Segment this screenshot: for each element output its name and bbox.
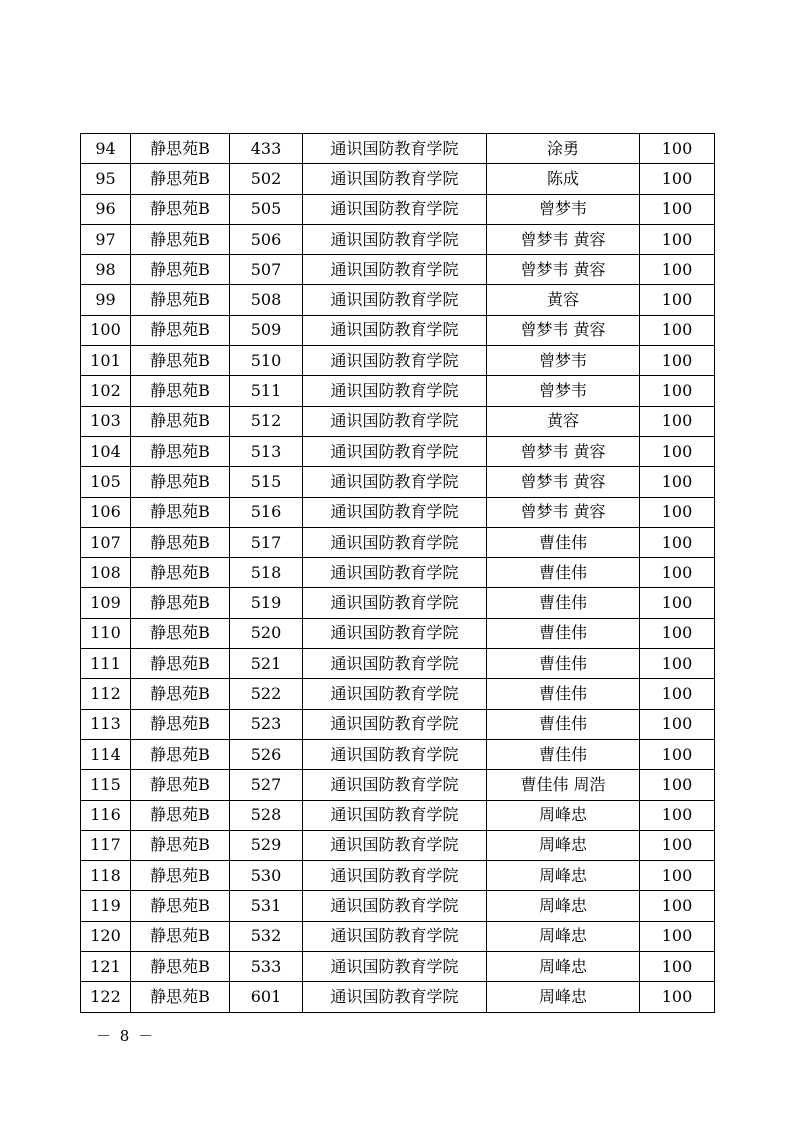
cell-person: 周峰忠 xyxy=(487,921,640,951)
table-row xyxy=(81,800,715,830)
cell-person: 曾梦韦 黄容 xyxy=(487,224,640,254)
table-row xyxy=(81,861,715,891)
cell-index: 121 xyxy=(81,952,131,982)
cell-college: 通识国防教育学院 xyxy=(303,891,487,921)
cell-college: 通识国防教育学院 xyxy=(303,739,487,769)
cell-building: 静思苑B xyxy=(131,285,230,315)
cell-index: 94 xyxy=(81,134,131,164)
cell-college: 通识国防教育学院 xyxy=(303,952,487,982)
cell-college: 通识国防教育学院 xyxy=(303,770,487,800)
cell-person: 周峰忠 xyxy=(487,861,640,891)
cell-score: 100 xyxy=(640,800,715,830)
cell-index: 109 xyxy=(81,588,131,618)
cell-score: 100 xyxy=(640,952,715,982)
cell-college: 通识国防教育学院 xyxy=(303,376,487,406)
cell-building: 静思苑B xyxy=(131,891,230,921)
cell-building: 静思苑B xyxy=(131,436,230,466)
table-row xyxy=(81,436,715,466)
cell-person: 陈成 xyxy=(487,164,640,194)
table-row xyxy=(81,134,715,164)
cell-room: 518 xyxy=(230,558,303,588)
cell-score: 100 xyxy=(640,982,715,1012)
cell-college: 通识国防教育学院 xyxy=(303,982,487,1012)
cell-college: 通识国防教育学院 xyxy=(303,618,487,648)
cell-person: 曾梦韦 黄容 xyxy=(487,467,640,497)
cell-index: 111 xyxy=(81,649,131,679)
cell-room: 519 xyxy=(230,588,303,618)
cell-building: 静思苑B xyxy=(131,982,230,1012)
cell-room: 513 xyxy=(230,436,303,466)
cell-college: 通识国防教育学院 xyxy=(303,497,487,527)
cell-room: 531 xyxy=(230,891,303,921)
cell-building: 静思苑B xyxy=(131,770,230,800)
cell-person: 曾梦韦 黄容 xyxy=(487,255,640,285)
table-row xyxy=(81,315,715,345)
cell-building: 静思苑B xyxy=(131,527,230,557)
cell-person: 曹佳伟 xyxy=(487,558,640,588)
cell-college: 通识国防教育学院 xyxy=(303,921,487,951)
cell-building: 静思苑B xyxy=(131,134,230,164)
cell-room: 517 xyxy=(230,527,303,557)
cell-score: 100 xyxy=(640,406,715,436)
cell-college: 通识国防教育学院 xyxy=(303,830,487,860)
cell-building: 静思苑B xyxy=(131,679,230,709)
cell-room: 508 xyxy=(230,285,303,315)
cell-college: 通识国防教育学院 xyxy=(303,134,487,164)
table-row xyxy=(81,588,715,618)
cell-room: 601 xyxy=(230,982,303,1012)
cell-score: 100 xyxy=(640,376,715,406)
cell-building: 静思苑B xyxy=(131,164,230,194)
table-row xyxy=(81,921,715,951)
cell-college: 通识国防教育学院 xyxy=(303,800,487,830)
cell-score: 100 xyxy=(640,679,715,709)
cell-index: 98 xyxy=(81,255,131,285)
cell-index: 114 xyxy=(81,739,131,769)
cell-index: 108 xyxy=(81,558,131,588)
cell-room: 507 xyxy=(230,255,303,285)
cell-index: 112 xyxy=(81,679,131,709)
table-row xyxy=(81,255,715,285)
cell-person: 曹佳伟 周浩 xyxy=(487,770,640,800)
table-row xyxy=(81,679,715,709)
cell-college: 通识国防教育学院 xyxy=(303,467,487,497)
cell-building: 静思苑B xyxy=(131,558,230,588)
cell-room: 506 xyxy=(230,224,303,254)
cell-score: 100 xyxy=(640,709,715,739)
cell-score: 100 xyxy=(640,194,715,224)
cell-college: 通识国防教育学院 xyxy=(303,861,487,891)
table-row xyxy=(81,770,715,800)
cell-building: 静思苑B xyxy=(131,921,230,951)
cell-building: 静思苑B xyxy=(131,800,230,830)
table-row xyxy=(81,376,715,406)
cell-room: 529 xyxy=(230,830,303,860)
cell-score: 100 xyxy=(640,164,715,194)
cell-college: 通识国防教育学院 xyxy=(303,558,487,588)
cell-index: 104 xyxy=(81,436,131,466)
table-row xyxy=(81,346,715,376)
page-number: － 8 － xyxy=(96,1027,156,1045)
cell-person: 曾梦韦 黄容 xyxy=(487,436,640,466)
cell-score: 100 xyxy=(640,770,715,800)
cell-building: 静思苑B xyxy=(131,861,230,891)
cell-score: 100 xyxy=(640,921,715,951)
cell-building: 静思苑B xyxy=(131,346,230,376)
cell-index: 103 xyxy=(81,406,131,436)
cell-college: 通识国防教育学院 xyxy=(303,527,487,557)
cell-person: 周峰忠 xyxy=(487,830,640,860)
cell-room: 509 xyxy=(230,315,303,345)
cell-room: 502 xyxy=(230,164,303,194)
cell-building: 静思苑B xyxy=(131,830,230,860)
cell-room: 521 xyxy=(230,649,303,679)
cell-index: 101 xyxy=(81,346,131,376)
cell-score: 100 xyxy=(640,649,715,679)
cell-college: 通识国防教育学院 xyxy=(303,164,487,194)
cell-index: 118 xyxy=(81,861,131,891)
cell-room: 526 xyxy=(230,739,303,769)
table-row xyxy=(81,952,715,982)
cell-person: 曹佳伟 xyxy=(487,588,640,618)
cell-room: 527 xyxy=(230,770,303,800)
cell-person: 黄容 xyxy=(487,285,640,315)
cell-person: 曹佳伟 xyxy=(487,527,640,557)
cell-score: 100 xyxy=(640,497,715,527)
cell-index: 97 xyxy=(81,224,131,254)
dormitory-score-table xyxy=(80,133,715,1013)
cell-college: 通识国防教育学院 xyxy=(303,588,487,618)
table-row xyxy=(81,497,715,527)
cell-index: 117 xyxy=(81,830,131,860)
cell-score: 100 xyxy=(640,346,715,376)
cell-person: 曾梦韦 xyxy=(487,194,640,224)
cell-score: 100 xyxy=(640,558,715,588)
cell-college: 通识国防教育学院 xyxy=(303,315,487,345)
cell-person: 曹佳伟 xyxy=(487,649,640,679)
cell-room: 532 xyxy=(230,921,303,951)
cell-score: 100 xyxy=(640,134,715,164)
cell-index: 95 xyxy=(81,164,131,194)
cell-room: 512 xyxy=(230,406,303,436)
cell-index: 113 xyxy=(81,709,131,739)
cell-room: 516 xyxy=(230,497,303,527)
table-row xyxy=(81,739,715,769)
cell-score: 100 xyxy=(640,436,715,466)
cell-room: 522 xyxy=(230,679,303,709)
cell-building: 静思苑B xyxy=(131,952,230,982)
cell-score: 100 xyxy=(640,285,715,315)
cell-college: 通识国防教育学院 xyxy=(303,224,487,254)
cell-college: 通识国防教育学院 xyxy=(303,285,487,315)
cell-building: 静思苑B xyxy=(131,315,230,345)
cell-college: 通识国防教育学院 xyxy=(303,346,487,376)
cell-index: 115 xyxy=(81,770,131,800)
cell-score: 100 xyxy=(640,315,715,345)
table-row xyxy=(81,467,715,497)
cell-person: 曾梦韦 xyxy=(487,346,640,376)
cell-building: 静思苑B xyxy=(131,224,230,254)
table-row xyxy=(81,285,715,315)
cell-score: 100 xyxy=(640,224,715,254)
cell-index: 107 xyxy=(81,527,131,557)
cell-building: 静思苑B xyxy=(131,739,230,769)
cell-building: 静思苑B xyxy=(131,194,230,224)
cell-score: 100 xyxy=(640,739,715,769)
cell-score: 100 xyxy=(640,891,715,921)
cell-college: 通识国防教育学院 xyxy=(303,709,487,739)
cell-person: 曾梦韦 xyxy=(487,376,640,406)
cell-college: 通识国防教育学院 xyxy=(303,194,487,224)
cell-score: 100 xyxy=(640,588,715,618)
cell-score: 100 xyxy=(640,255,715,285)
table-row xyxy=(81,527,715,557)
cell-building: 静思苑B xyxy=(131,255,230,285)
table-row xyxy=(81,406,715,436)
cell-score: 100 xyxy=(640,618,715,648)
cell-building: 静思苑B xyxy=(131,406,230,436)
cell-person: 涂勇 xyxy=(487,134,640,164)
table-row xyxy=(81,558,715,588)
table-row xyxy=(81,709,715,739)
cell-room: 528 xyxy=(230,800,303,830)
cell-index: 99 xyxy=(81,285,131,315)
cell-person: 曾梦韦 黄容 xyxy=(487,497,640,527)
cell-score: 100 xyxy=(640,861,715,891)
cell-person: 曹佳伟 xyxy=(487,618,640,648)
cell-room: 510 xyxy=(230,346,303,376)
table-row xyxy=(81,618,715,648)
cell-building: 静思苑B xyxy=(131,649,230,679)
cell-room: 511 xyxy=(230,376,303,406)
table-row xyxy=(81,982,715,1012)
cell-person: 曹佳伟 xyxy=(487,739,640,769)
cell-index: 120 xyxy=(81,921,131,951)
cell-person: 周峰忠 xyxy=(487,891,640,921)
cell-building: 静思苑B xyxy=(131,376,230,406)
cell-room: 505 xyxy=(230,194,303,224)
cell-index: 110 xyxy=(81,618,131,648)
cell-room: 520 xyxy=(230,618,303,648)
cell-college: 通识国防教育学院 xyxy=(303,649,487,679)
cell-building: 静思苑B xyxy=(131,618,230,648)
cell-person: 黄容 xyxy=(487,406,640,436)
cell-index: 106 xyxy=(81,497,131,527)
cell-index: 102 xyxy=(81,376,131,406)
table-row xyxy=(81,224,715,254)
cell-score: 100 xyxy=(640,830,715,860)
cell-room: 433 xyxy=(230,134,303,164)
cell-room: 533 xyxy=(230,952,303,982)
cell-person: 曹佳伟 xyxy=(487,709,640,739)
table-row xyxy=(81,194,715,224)
table-row xyxy=(81,830,715,860)
cell-person: 曹佳伟 xyxy=(487,679,640,709)
cell-index: 116 xyxy=(81,800,131,830)
table-row xyxy=(81,164,715,194)
cell-person: 周峰忠 xyxy=(487,800,640,830)
cell-room: 530 xyxy=(230,861,303,891)
cell-building: 静思苑B xyxy=(131,588,230,618)
cell-score: 100 xyxy=(640,527,715,557)
cell-person: 周峰忠 xyxy=(487,952,640,982)
cell-college: 通识国防教育学院 xyxy=(303,436,487,466)
cell-room: 523 xyxy=(230,709,303,739)
cell-index: 96 xyxy=(81,194,131,224)
cell-college: 通识国防教育学院 xyxy=(303,255,487,285)
cell-index: 100 xyxy=(81,315,131,345)
cell-room: 515 xyxy=(230,467,303,497)
cell-college: 通识国防教育学院 xyxy=(303,406,487,436)
cell-score: 100 xyxy=(640,467,715,497)
cell-index: 105 xyxy=(81,467,131,497)
cell-college: 通识国防教育学院 xyxy=(303,679,487,709)
table-body xyxy=(81,134,715,1013)
cell-index: 122 xyxy=(81,982,131,1012)
table-row xyxy=(81,649,715,679)
cell-building: 静思苑B xyxy=(131,497,230,527)
cell-person: 周峰忠 xyxy=(487,982,640,1012)
cell-building: 静思苑B xyxy=(131,709,230,739)
cell-index: 119 xyxy=(81,891,131,921)
cell-person: 曾梦韦 黄容 xyxy=(487,315,640,345)
table-row xyxy=(81,891,715,921)
cell-building: 静思苑B xyxy=(131,467,230,497)
